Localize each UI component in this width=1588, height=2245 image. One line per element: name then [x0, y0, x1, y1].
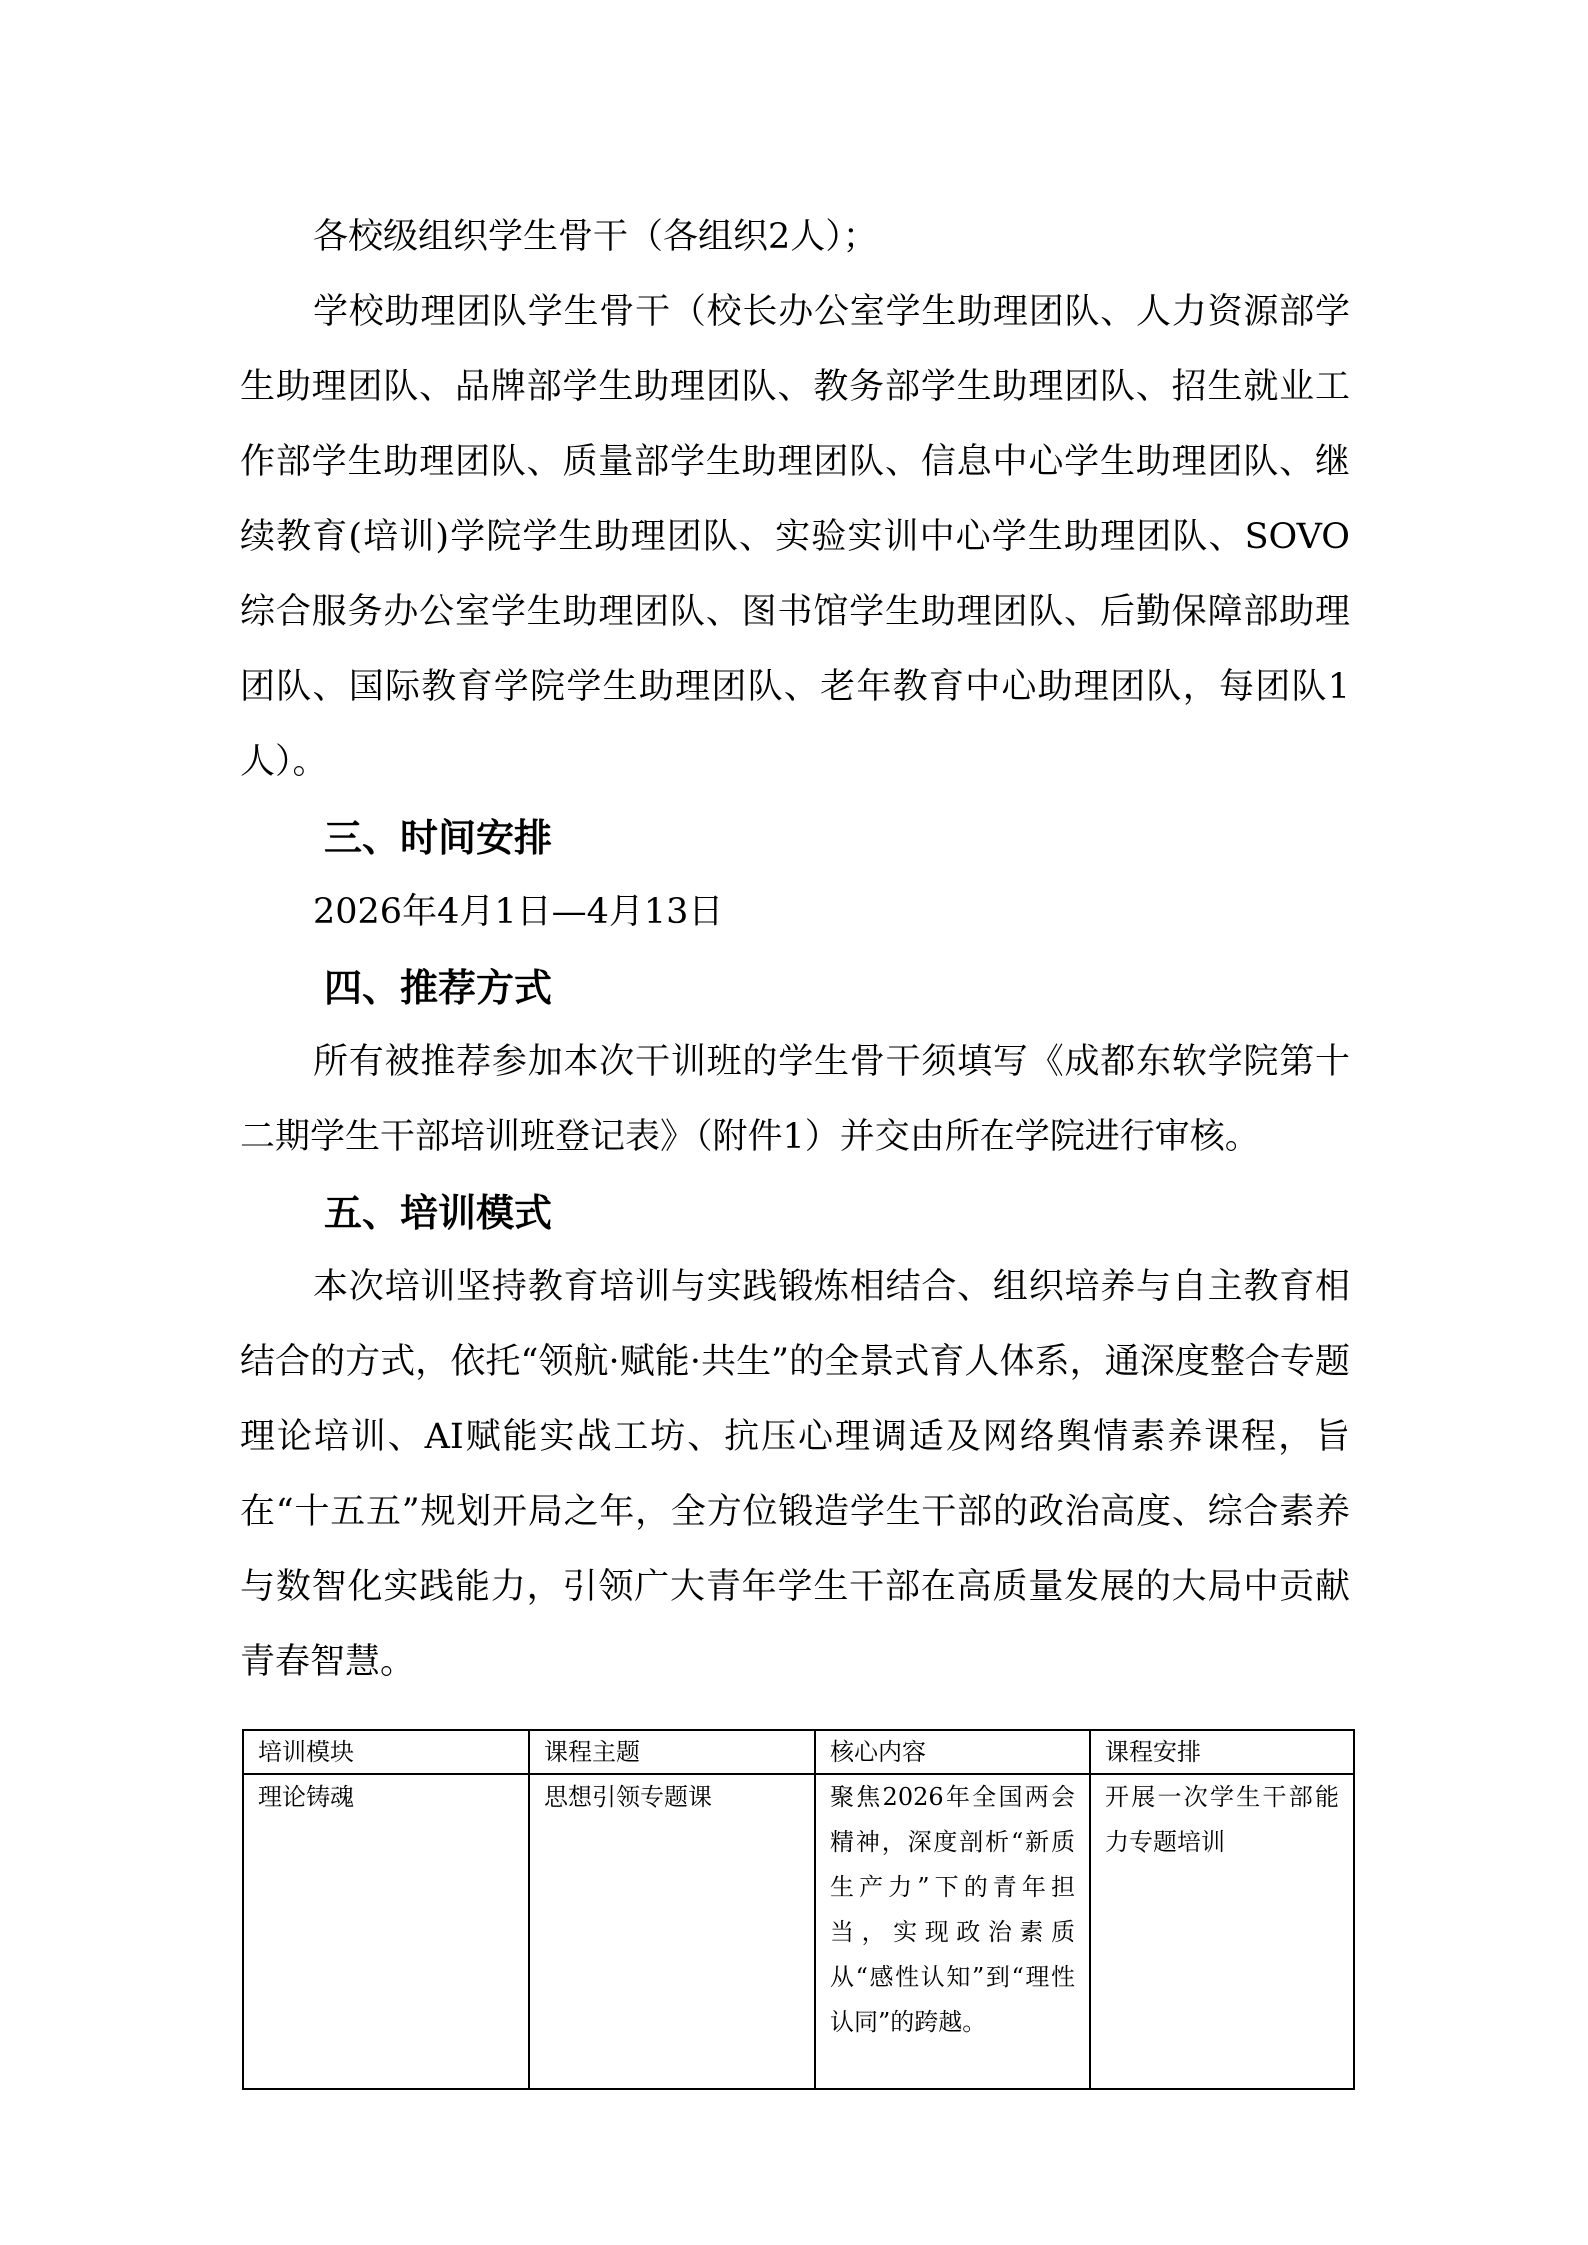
header-content: 核心内容: [815, 1730, 1090, 1774]
cell-schedule: [1090, 1774, 1354, 2089]
cell-module: [243, 1774, 529, 2089]
paragraph-school-organizations: 各校级组织学生骨干（各组织2人）；: [313, 217, 878, 257]
header-module: 培训模块: [243, 1730, 529, 1774]
table-row: [243, 1774, 1354, 2089]
document-body: [240, 200, 1350, 1700]
course-table: [242, 1729, 1355, 2090]
header-schedule: 课程安排: [1090, 1730, 1354, 1774]
paragraph-date-range: 2026年4月1日—4月13日: [313, 892, 724, 932]
cell-topic-text: 思想引领专题课: [544, 1783, 712, 1811]
heading-schedule: 三、时间安排: [324, 815, 553, 860]
heading-recommendation: 四、推荐方式: [324, 965, 553, 1010]
cell-content: [815, 1774, 1090, 2089]
heading-training-mode: 五、培训模式: [324, 1190, 553, 1235]
paragraph-assistant-teams: 学校助理团队学生骨干（校长办公室学生助理团队、人力资源部学生助理团队、品牌部学生助理团队、教务部学生助理团队、招生就业工作部学生助理团队、质量部学生助理团队、信息中心学生助理团队、继续教育(培训)学院学生助理团队、实验实训中心学生助理团队、SOVO综合服务办公室学生助理团队、图书馆学生助理团队、后勤保障部助理团队、国际教育学院学生助理团队、老年教育中心助理团队，每团队1人）。: [240, 292, 1350, 782]
table-header-row: [243, 1730, 1354, 1774]
paragraph-training-mode: 本次培训坚持教育培训与实践锻炼相结合、组织培养与自主教育相结合的方式，依托“领航·赋能·共生”的全景式育人体系，通深度整合专题理论培训、AI赋能实战工坊、抗压心理调适及网络舆情素养课程，旨在“十五五”规划开局之年，全方位锻造学生干部的政治高度、综合素养与数智化实践能力，引领广大青年学生干部在高质量发展的大局中贡献青春智慧。: [240, 1267, 1350, 1682]
cell-content-text: 聚焦2026年全国两会精神，深度剖析“新质生产力”下的青年担当，实现政治素质从“感性认知”到“理性认同”的跨越。: [830, 1783, 1075, 2036]
cell-topic: [529, 1774, 815, 2089]
cell-schedule-text: 开展一次学生干部能力专题培训: [1105, 1783, 1339, 1856]
header-topic: 课程主题: [529, 1730, 815, 1774]
cell-module-text: 理论铸魂: [258, 1783, 354, 1811]
paragraph-recommendation: 所有被推荐参加本次干训班的学生骨干须填写《成都东软学院第十二期学生干部培训班登记表》（附件1）并交由所在学院进行审核。: [240, 1042, 1350, 1157]
